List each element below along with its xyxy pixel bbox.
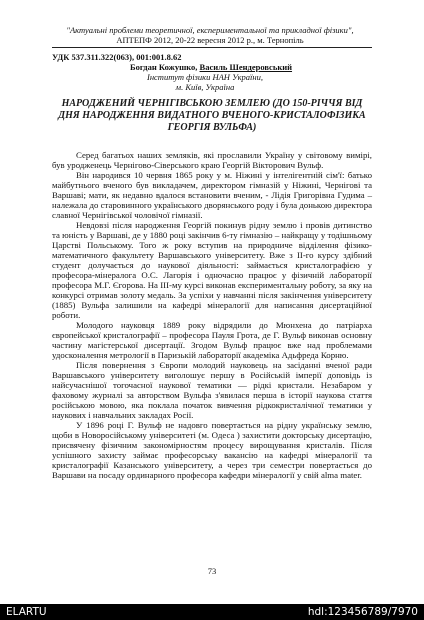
article-title: НАРОДЖЕНИЙ ЧЕРНІГІВСЬКОЮ ЗЕМЛЕЮ (ДО 150-РІЧЧЯ ВІД ДНЯ НАРОДЖЕННЯ ВИДАТНОГО ВЧЕНОГО-КРИСТАЛОФІЗИКА ГЕОРГІЯ ВУЛЬФА) [58,98,366,133]
viewer-status-bar [0,604,424,620]
repository-name: ELARTU [6,606,47,618]
paragraph: Серед багатьох наших земляків, які прославили Україну у світовому вимірі, був уродженець Чернігово-Сіверського краю Георгій Вікторович Вульф. [52,150,372,170]
header-divider [52,47,372,48]
running-header-conference: АПТЕПФ 2012, 20-22 вересня 2012 р., м. Тернопіль [116,35,304,45]
affiliation-city: м. Київ, Україна [175,82,235,92]
paragraph: Після повернення з Європи молодий науковець на засіданні вченої ради Варшавського університету виголошує першу в Російській імперії доповідь із найсучаснішої тогочасної наукової тематики — рідкі кристали. Незабаром у фаховому журналі за авторством Вульфа з'явилася перша в історії наукова стаття російською мовою, яка поклала початок вивчення рідкокристалічної тематики у наукових і навчальних закладах Росії. [52,360,372,420]
affiliation-institute: Інститут фізики НАН України, [146,72,264,82]
running-header-journal: "Актуальні проблеми теоретичної, експериментальної та прикладної фізики", [66,25,354,35]
author-first: Богдан Кожушко, [130,62,200,72]
paragraph: У 1896 році Г. Вульф не надовго повертається на рідну українську землю, щоби в Новоросійському університеті (м. Одеса ) захистити докторську дисертацію, присвячену фізичним закономірностям процесу вирощування кристалів. Після успішного захисту займає професорську вакансію на кафедрі мінералогії та кристалографії Казанського університету, а через три семестри повертається до Варшави на посаду ординарного професора кафедри мінералогії у свій alma mater. [52,420,372,480]
authors-line [130,62,370,72]
handle-identifier[interactable]: hdl:123456789/7970 [307,606,418,618]
paragraph: Він народився 10 червня 1865 року у м. Ніжині у інтелігентній сім'ї: батько майбутнього вченого був викладачем, директором гімназій у Ніжині, Чернігові та Варшаві; мати, як недавно вдалося встановити вченим, - Лідія Григорівна Гудима – належала до старовинного українського дворянського роду і була донькою директора славної Чернігівської чоловічої гімназії. [52,170,372,220]
article-body [52,150,372,480]
udk-code: УДК 537.311.322(063), 001:001.8.62 [52,52,182,62]
page-number: 73 [207,566,217,576]
paragraph: Невдовзі після народження Георгій покинув рідну землю і провів дитинство та юність у Варшаві, де у 1880 році закінчив 6-ту гімназію – найкращу у тодішньому Царстві Польському. Того ж року вступив на природниче відділення фізико-математичного факультету Варшавського університету. Вже з ІІ-го курсу здібний студент долучається до наукової діяльності: займається кристалографією у професора-мінералога О.С. Лагорія і одночасно працює у фізичній лабораторії професора М.Г. Єгорова. На ІІІ-му курсі виконав експериментальну роботу, за яку на конкурсі отримав золоту медаль. За успіхи у навчанні після закінчення університету (1885) Вульфа залишили на кафедрі мінералогії для написання дисертаційної роботи. [52,220,372,320]
paragraph: Молодого науковця 1889 року відрядили до Мюнхена до патріарха європейської кристалографії – професора Пауля Грота, де Г. Вульф виконав основну частину магістерської дисертації. Згодом Вульф працює вже над проблемами удосконалення метрології в Паризькій лабораторії академіка Адьфреда Корню. [52,320,372,360]
author-second: Василь Шендеровський [199,62,293,72]
